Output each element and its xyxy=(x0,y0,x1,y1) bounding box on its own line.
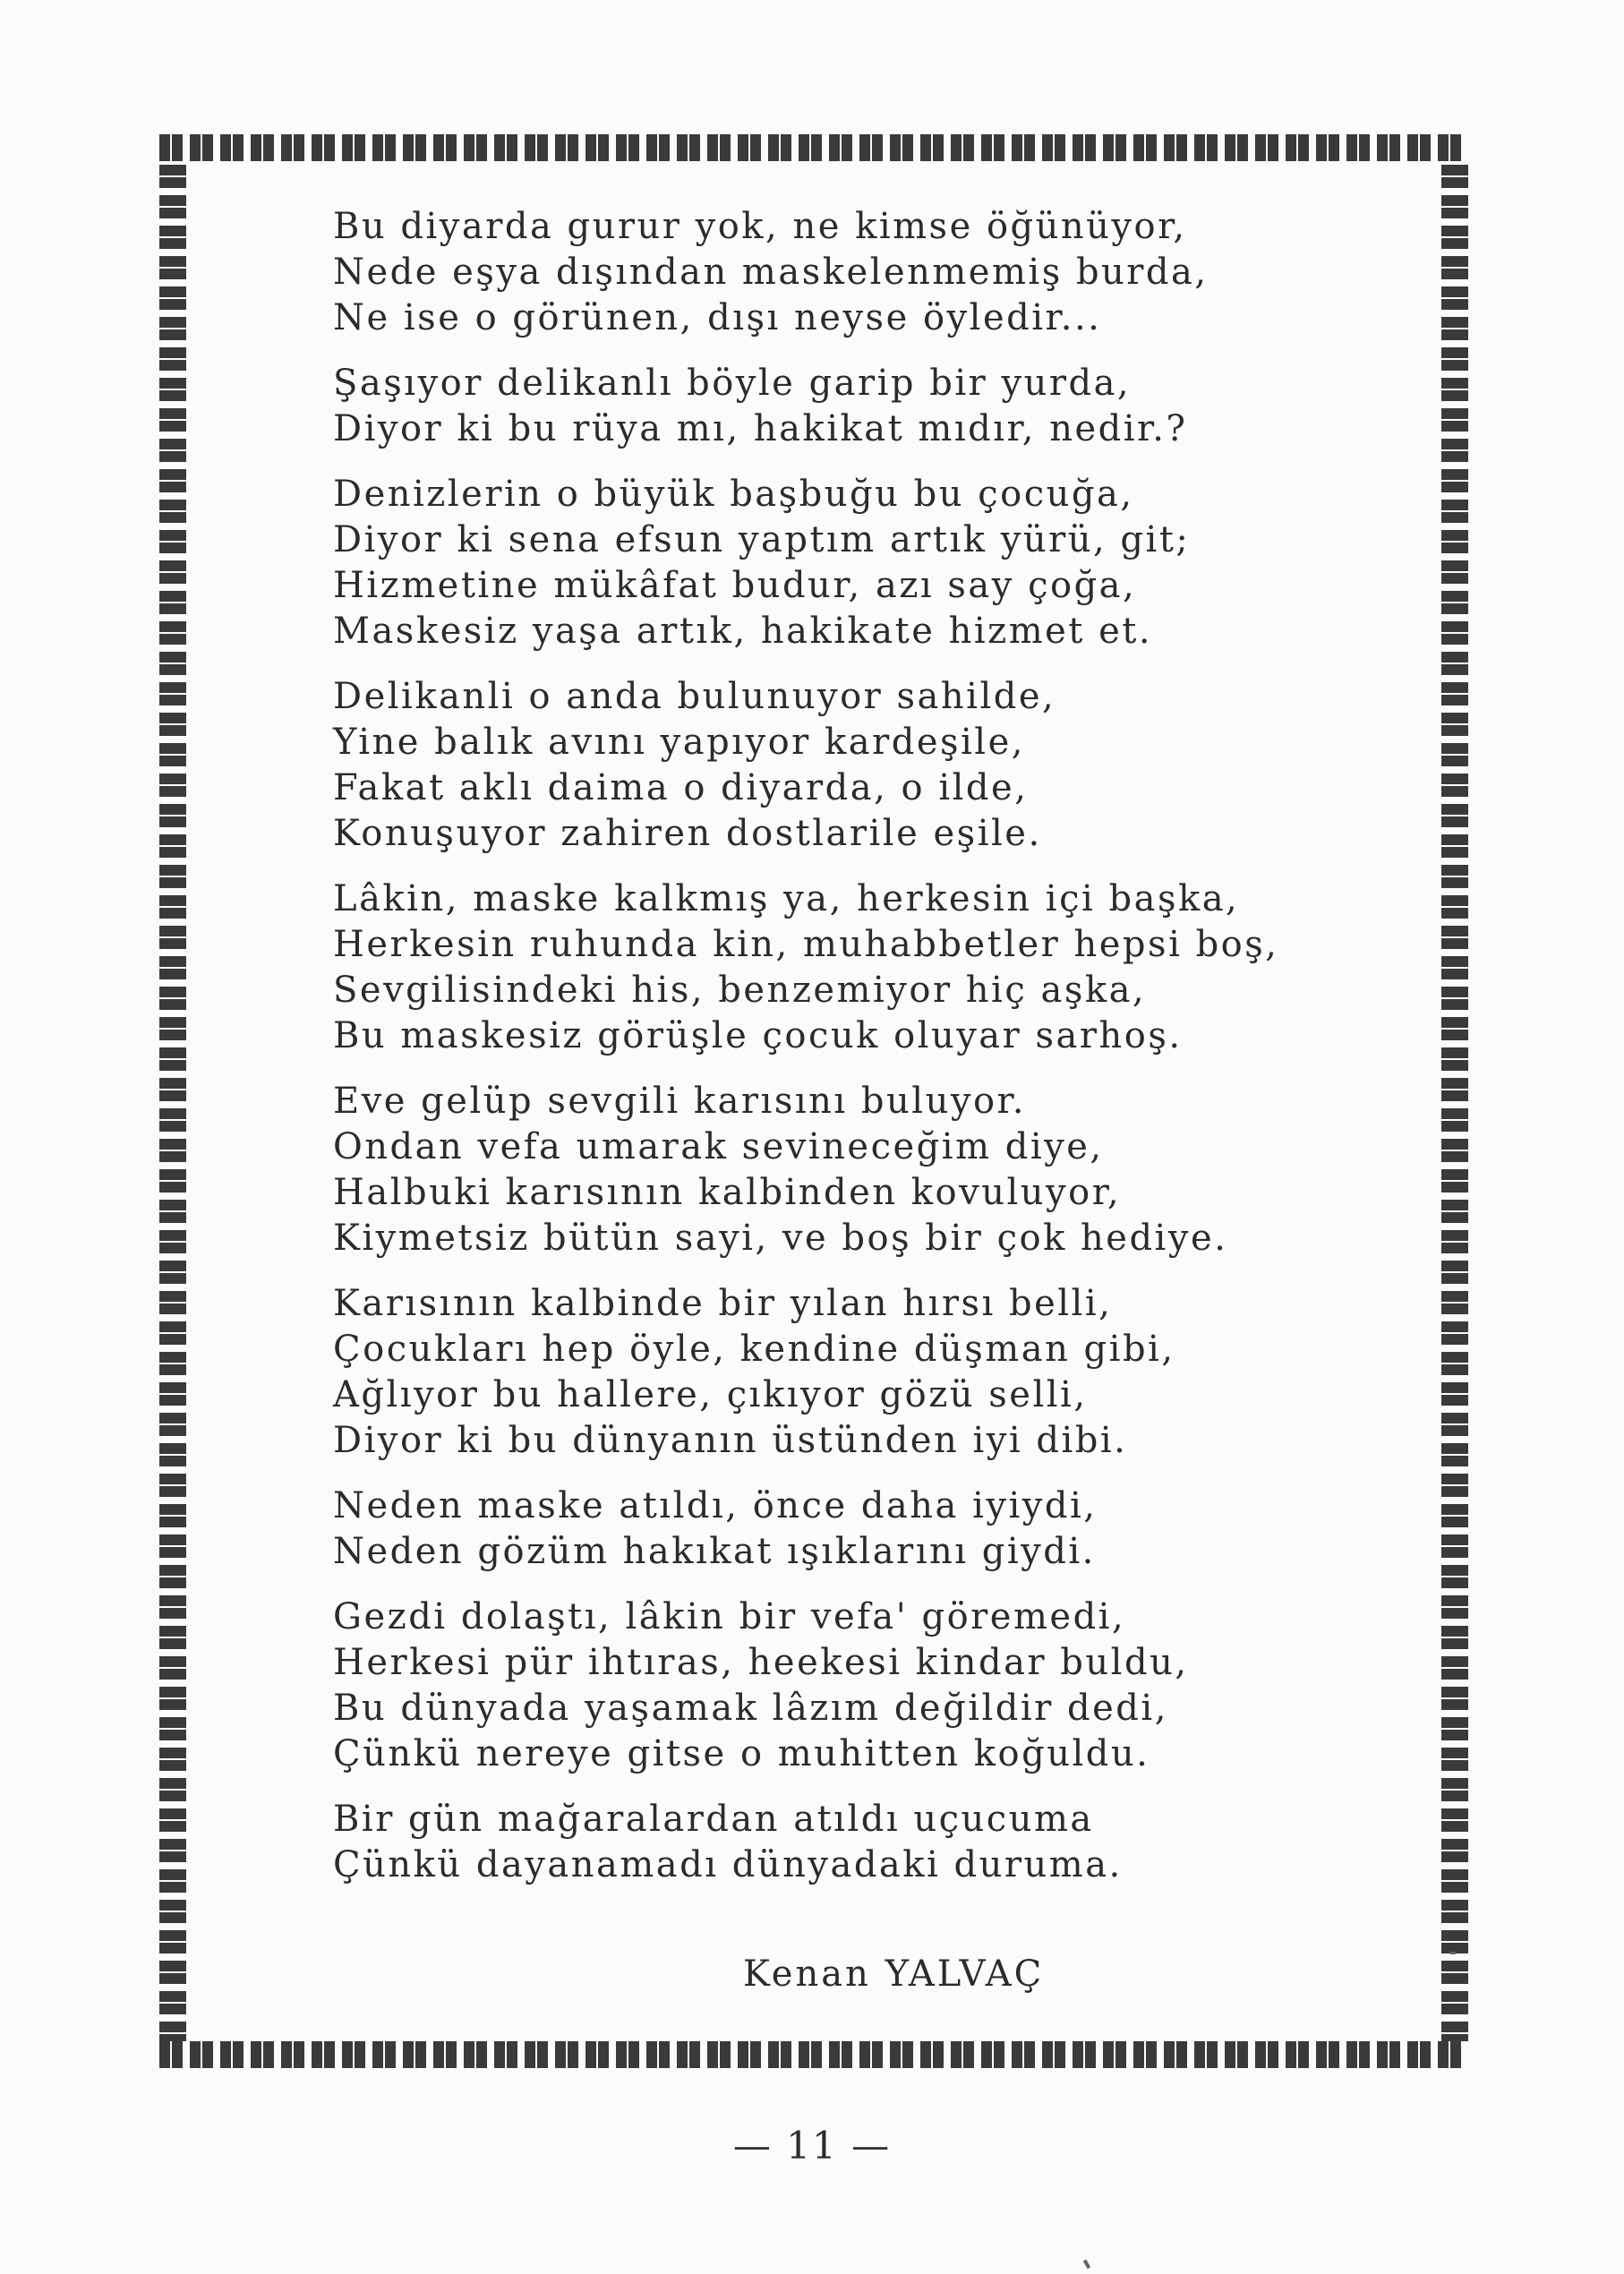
poem-line: Neden maske atıldı, önce daha iyiydi, xyxy=(333,1485,1098,1526)
poem-line: Eve gelüp sevgili karısını buluyor. xyxy=(333,1081,1026,1122)
poem-line: Bu maskesiz görüşle çocuk oluyar sarhoş. xyxy=(333,1015,1183,1056)
poem-line: Sevgilisindeki his, benzemiyor hiç aşka, xyxy=(333,970,1147,1011)
stanza-7 xyxy=(333,1281,1407,1464)
poem-line: Diyor ki bu dünyanın üstünden iyi dibi. xyxy=(333,1420,1128,1461)
poem-line: Gezdi dolaştı, lâkin bir vefa' göremedi, xyxy=(333,1596,1126,1637)
poem-line: Maskesiz yaşa artık, hakikate hizmet et. xyxy=(333,611,1153,652)
poem-line: Yine balık avını yapıyor kardeşile, xyxy=(333,722,1025,763)
poem-line: Bir gün mağaralardan atıldı uçucuma xyxy=(333,1799,1094,1840)
stanza-4 xyxy=(333,674,1407,857)
scan-speck xyxy=(1450,1952,1456,1954)
stanza-6 xyxy=(333,1079,1407,1261)
scan-speck xyxy=(1083,2260,1090,2270)
poem-line: Ne ise o görünen, dışı neyse öyledir... xyxy=(333,297,1102,338)
author-signature: Kenan YALVAÇ xyxy=(743,1953,1045,1995)
stanza-9 xyxy=(333,1594,1407,1777)
poem-line: Karısının kalbinde bir yılan hırsı belli, xyxy=(333,1283,1113,1324)
poem-line: Neden gözüm hakıkat ışıklarını giydi. xyxy=(333,1531,1096,1572)
poem-line: Çocukları hep öyle, kendine düşman gibi, xyxy=(333,1329,1175,1370)
stanza-5 xyxy=(333,876,1407,1059)
poem-line: Nede eşya dışından maskelenmemiş burda, xyxy=(333,252,1209,293)
poem-line: Kiymetsiz bütün sayi, ve boş bir çok hediye. xyxy=(333,1218,1228,1259)
poem-line: Ondan vefa umarak sevineceğim diye, xyxy=(333,1126,1104,1167)
poem-line: Halbuki karısının kalbinden kovuluyor, xyxy=(333,1172,1122,1213)
poem-line: Herkesin ruhunda kin, muhabbetler hepsi boş, xyxy=(333,924,1279,965)
poem-line: Şaşıyor delikanlı böyle garip bir yurda, xyxy=(333,363,1132,404)
poem-line: Delikanli o anda bulunuyor sahilde, xyxy=(333,676,1056,717)
poem-line: Ağlıyor bu hallere, çıkıyor gözü selli, xyxy=(333,1374,1088,1415)
page-number: — 11 — xyxy=(732,2124,892,2167)
poem-line: Diyor ki bu rüya mı, hakikat mıdır, nedir.? xyxy=(333,408,1188,449)
stanza-8 xyxy=(333,1483,1407,1575)
poem xyxy=(333,204,1407,1908)
stanza-1 xyxy=(333,204,1407,341)
poem-line: Bu dünyada yaşamak lâzım değildir dedi, xyxy=(333,1688,1168,1729)
poem-line: Herkesi pür ihtıras, heekesi kindar buldu, xyxy=(333,1642,1189,1683)
poem-line: Fakat aklı daima o diyarda, o ilde, xyxy=(333,767,1029,808)
poem-line: Diyor ki sena efsun yaptım artık yürü, git; xyxy=(333,519,1191,560)
poem-line: Denizlerin o büyük başbuğu bu çocuğa, xyxy=(333,474,1134,515)
poem-line: Çünkü nereye gitse o muhitten koğuldu. xyxy=(333,1733,1150,1774)
poem-line: Konuşuyor zahiren dostlarile eşile. xyxy=(333,813,1042,854)
poem-line: Hizmetine mükâfat budur, azı say çoğa, xyxy=(333,565,1137,606)
stanza-10 xyxy=(333,1797,1407,1888)
poem-line: Lâkin, maske kalkmış ya, herkesin içi başka, xyxy=(333,878,1240,919)
poem-line: Bu diyarda gurur yok, ne kimse öğünüyor, xyxy=(333,206,1187,247)
poem-line: Çünkü dayanamadı dünyadaki duruma. xyxy=(333,1844,1123,1885)
stanza-3 xyxy=(333,472,1407,654)
stanza-2 xyxy=(333,361,1407,452)
